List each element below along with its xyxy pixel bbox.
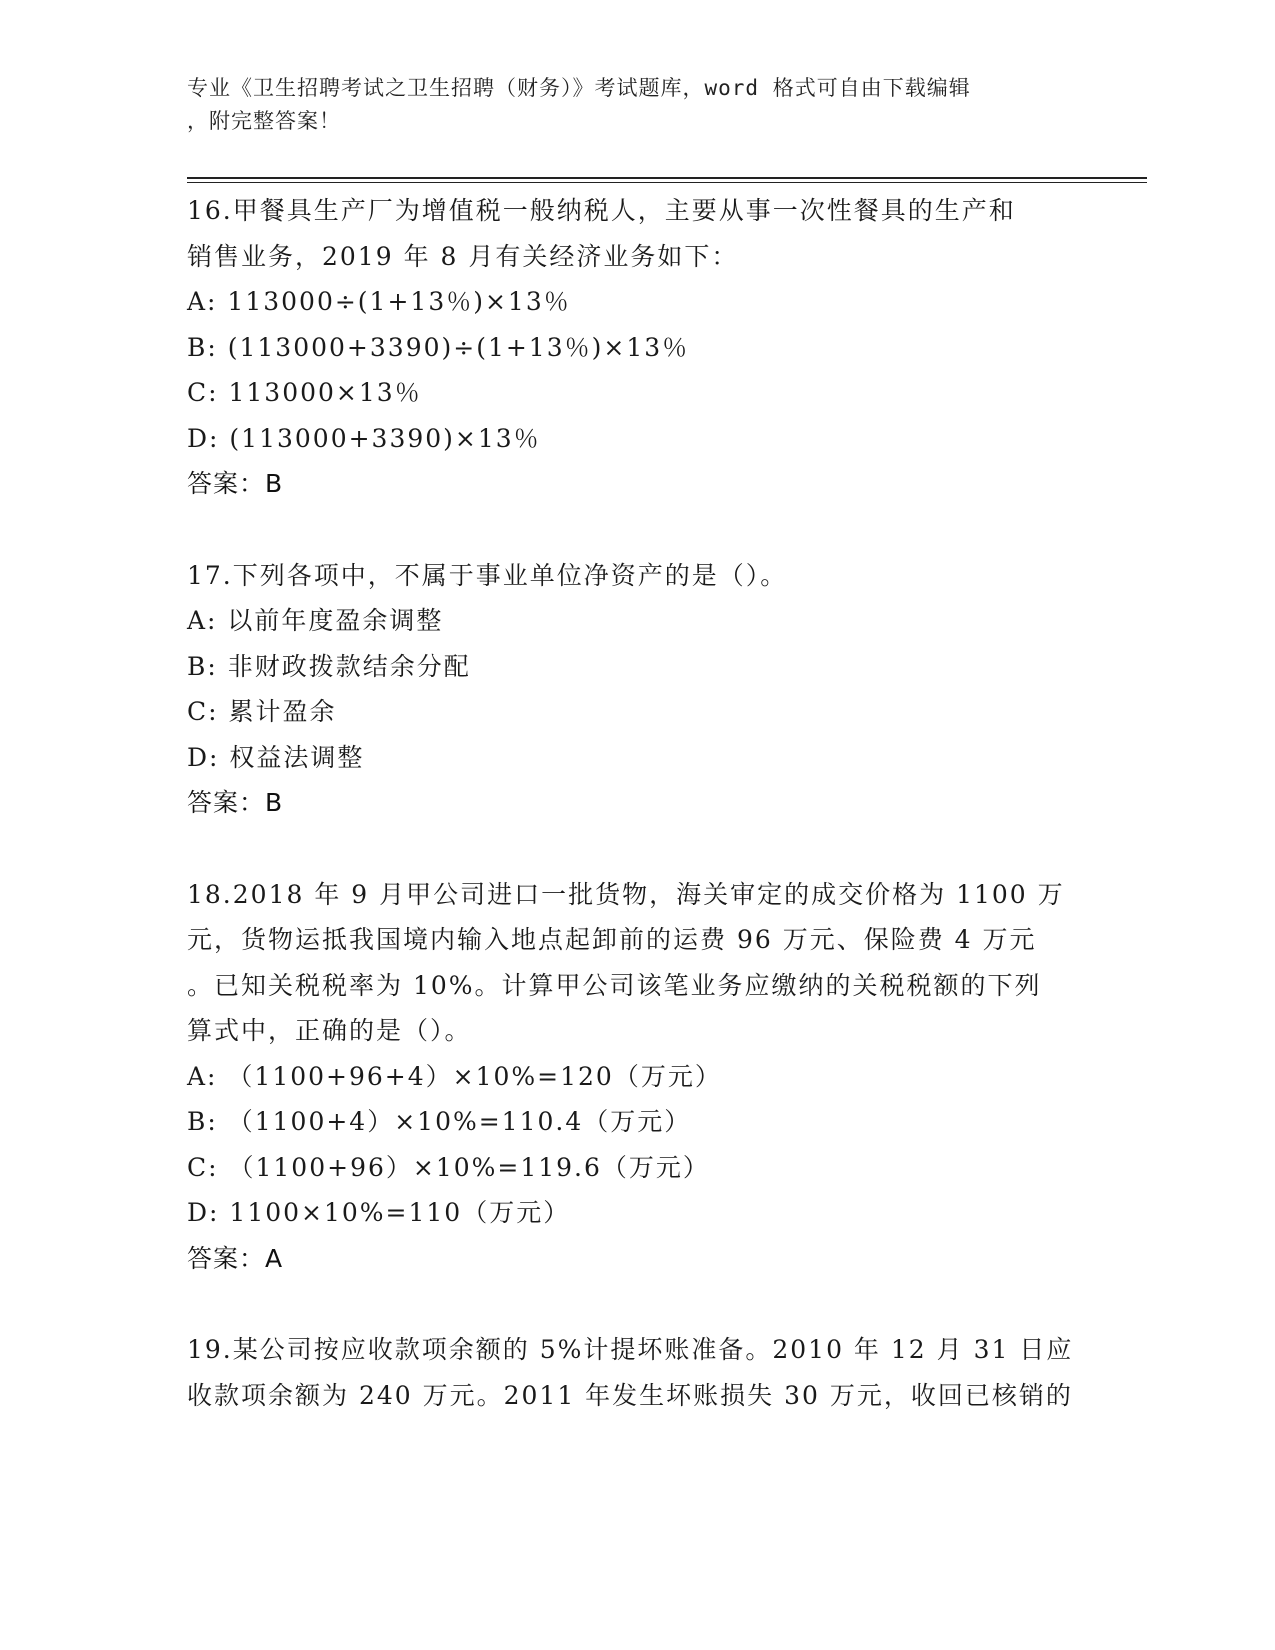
question-stem-line: 算式中，正确的是（）。 <box>187 1016 472 1045</box>
option-c: C: 113000×13％ <box>187 378 422 407</box>
document-header <box>187 72 1087 138</box>
option-c: C: （1100+96）×10%=119.6（万元） <box>187 1152 710 1182</box>
header-line-2: ，附完整答案！ <box>187 109 341 133</box>
question-stem-line: 18.2018 年 9 月甲公司进口一批货物，海关审定的成交价格为 1100 万 <box>187 879 1065 909</box>
question-17 <box>187 553 1087 826</box>
question-19 <box>187 1327 1087 1418</box>
question-stem-line: 收款项余额为 240 万元。2011 年发生坏账损失 30 万元，收回已核销的 <box>187 1380 1073 1410</box>
header-divider-thick <box>187 177 1147 179</box>
header-line-1: 专业《卫生招聘考试之卫生招聘（财务）》考试题库，word 格式可自由下载编辑 <box>187 76 971 100</box>
question-list <box>187 188 1087 1464</box>
answer-label: 答案：A <box>187 1243 284 1273</box>
question-stem-line: 销售业务，2019 年 8 月有关经济业务如下： <box>187 241 739 271</box>
option-a: A: 113000÷(1+13％)×13％ <box>187 287 571 316</box>
option-b: B: (113000+3390)÷(1+13％)×13％ <box>187 332 690 362</box>
option-d: D: 1100×10%=110（万元） <box>187 1198 571 1227</box>
question-18 <box>187 872 1087 1282</box>
question-stem-line: 元，货物运抵我国境内输入地点起卸前的运费 96 万元、保险费 4 万元 <box>187 925 1037 954</box>
question-16 <box>187 188 1087 507</box>
header-divider-thin <box>187 182 1147 183</box>
option-c: C: 累计盈余 <box>187 697 337 726</box>
option-d: D: (113000+3390)×13％ <box>187 423 541 453</box>
answer-label: 答案：B <box>187 469 284 498</box>
question-stem-line: 17.下列各项中，不属于事业单位净资产的是（）。 <box>187 560 788 590</box>
option-b: B: （1100+4）×10%=110.4（万元） <box>187 1107 692 1136</box>
answer-label: 答案：B <box>187 788 284 817</box>
question-stem-line: 16.甲餐具生产厂为增值税一般纳税人，主要从事一次性餐具的生产和 <box>187 196 1016 225</box>
option-b: B: 非财政拨款结余分配 <box>187 651 471 681</box>
option-a: A: 以前年度盈余调整 <box>187 606 444 635</box>
option-d: D: 权益法调整 <box>187 742 365 772</box>
question-stem-line: 19.某公司按应收款项余额的 5%计提坏账准备。2010 年 12 月 31 日应 <box>187 1335 1074 1364</box>
option-a: A: （1100+96+4）×10%=120（万元） <box>187 1061 722 1091</box>
question-stem-line: 。已知关税税率为 10%。计算甲公司该笔业务应缴纳的关税税额的下列 <box>187 970 1042 1000</box>
